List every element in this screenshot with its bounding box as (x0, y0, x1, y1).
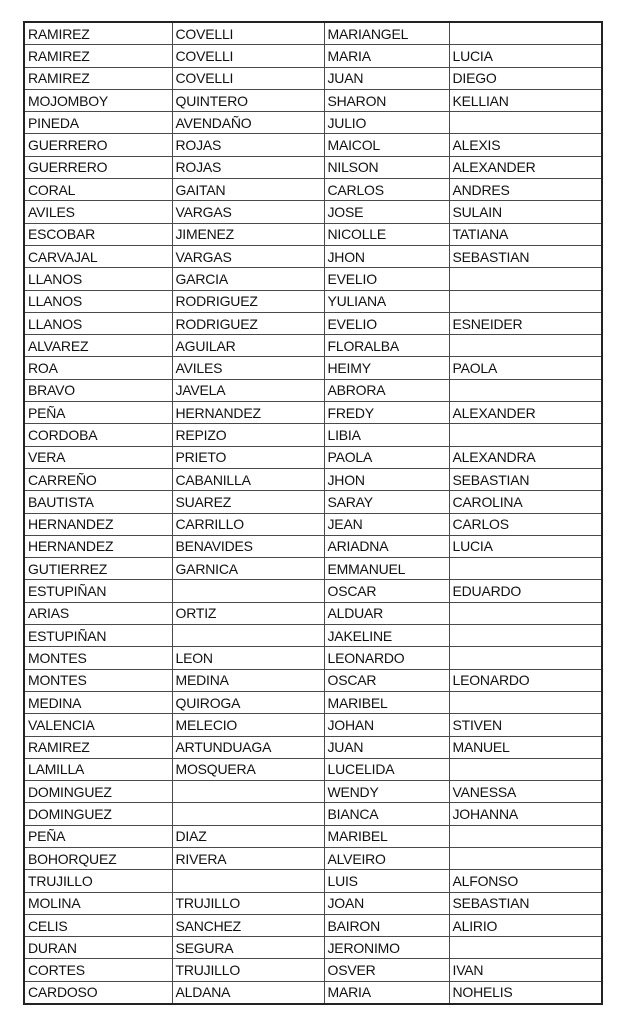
second-name-cell: VANESSA (449, 781, 602, 803)
table-row (24, 179, 602, 201)
table-row (24, 201, 602, 223)
table-row (24, 491, 602, 513)
first-name-cell: HEIMY (324, 357, 449, 379)
second-surname-cell: CARRILLO (172, 513, 324, 535)
second-name-cell: KELLIAN (449, 89, 602, 111)
table-row (24, 290, 602, 312)
first-name-cell: OSCAR (324, 580, 449, 602)
second-name-cell: SEBASTIAN (449, 245, 602, 267)
second-surname-cell: JIMENEZ (172, 223, 324, 245)
table-row (24, 245, 602, 267)
second-name-cell (449, 625, 602, 647)
second-name-cell (449, 558, 602, 580)
table-row (24, 959, 602, 981)
table-row (24, 870, 602, 892)
first-name-cell: EVELIO (324, 312, 449, 334)
first-name-cell: OSCAR (324, 669, 449, 691)
second-surname-cell: VARGAS (172, 245, 324, 267)
second-surname-cell: GAITAN (172, 179, 324, 201)
second-surname-cell: PRIETO (172, 446, 324, 468)
second-surname-cell: AVILES (172, 357, 324, 379)
second-surname-cell: GARCIA (172, 268, 324, 290)
second-name-cell: SULAIN (449, 201, 602, 223)
second-surname-cell: ROJAS (172, 134, 324, 156)
first-surname-cell: DOMINGUEZ (24, 803, 172, 825)
first-surname-cell: ESTUPIÑAN (24, 625, 172, 647)
first-name-cell: LUIS (324, 870, 449, 892)
second-name-cell: ESNEIDER (449, 312, 602, 334)
second-name-cell (449, 937, 602, 959)
first-surname-cell: VERA (24, 446, 172, 468)
second-name-cell: ALEXANDER (449, 156, 602, 178)
first-name-cell: OSVER (324, 959, 449, 981)
first-name-cell: BAIRON (324, 914, 449, 936)
first-surname-cell: ESTUPIÑAN (24, 580, 172, 602)
first-name-cell: CARLOS (324, 179, 449, 201)
second-surname-cell: JAVELA (172, 379, 324, 401)
table-row (24, 691, 602, 713)
second-name-cell: LEONARDO (449, 669, 602, 691)
second-surname-cell: QUINTERO (172, 89, 324, 111)
first-surname-cell: LLANOS (24, 290, 172, 312)
first-surname-cell: VALENCIA (24, 714, 172, 736)
table-row (24, 558, 602, 580)
second-surname-cell: COVELLI (172, 22, 324, 45)
table-row (24, 625, 602, 647)
first-name-cell: JAKELINE (324, 625, 449, 647)
second-name-cell: JOHANNA (449, 803, 602, 825)
second-name-cell (449, 268, 602, 290)
table-row (24, 22, 602, 45)
first-name-cell: MARIBEL (324, 691, 449, 713)
second-surname-cell: TRUJILLO (172, 959, 324, 981)
second-name-cell (449, 335, 602, 357)
second-surname-cell: RODRIGUEZ (172, 290, 324, 312)
second-name-cell: CAROLINA (449, 491, 602, 513)
second-surname-cell: MEDINA (172, 669, 324, 691)
second-name-cell: TATIANA (449, 223, 602, 245)
first-surname-cell: CORAL (24, 179, 172, 201)
first-name-cell: NICOLLE (324, 223, 449, 245)
first-surname-cell: RAMIREZ (24, 67, 172, 89)
first-surname-cell: GUTIERREZ (24, 558, 172, 580)
second-name-cell: IVAN (449, 959, 602, 981)
second-surname-cell: TRUJILLO (172, 892, 324, 914)
first-name-cell: ARIADNA (324, 535, 449, 557)
table-row (24, 402, 602, 424)
first-name-cell: WENDY (324, 781, 449, 803)
second-surname-cell: COVELLI (172, 67, 324, 89)
second-surname-cell: GARNICA (172, 558, 324, 580)
second-name-cell: NOHELIS (449, 981, 602, 1004)
first-surname-cell: RAMIREZ (24, 736, 172, 758)
second-surname-cell (172, 803, 324, 825)
table-row (24, 669, 602, 691)
second-surname-cell: RIVERA (172, 847, 324, 869)
first-name-cell: NILSON (324, 156, 449, 178)
first-name-cell: JHON (324, 245, 449, 267)
table-row (24, 758, 602, 780)
first-name-cell: YULIANA (324, 290, 449, 312)
second-surname-cell (172, 781, 324, 803)
second-name-cell (449, 691, 602, 713)
second-surname-cell (172, 870, 324, 892)
second-name-cell: EDUARDO (449, 580, 602, 602)
second-surname-cell: ROJAS (172, 156, 324, 178)
table-row (24, 781, 602, 803)
first-name-cell: FLORALBA (324, 335, 449, 357)
first-name-cell: ABRORA (324, 379, 449, 401)
second-surname-cell: ARTUNDUAGA (172, 736, 324, 758)
table-row (24, 580, 602, 602)
first-surname-cell: TRUJILLO (24, 870, 172, 892)
table-row (24, 914, 602, 936)
first-name-cell: ALVEIRO (324, 847, 449, 869)
first-surname-cell: LLANOS (24, 268, 172, 290)
first-surname-cell: PEÑA (24, 402, 172, 424)
first-surname-cell: ROA (24, 357, 172, 379)
second-name-cell: STIVEN (449, 714, 602, 736)
second-surname-cell: SUAREZ (172, 491, 324, 513)
first-name-cell: MARIA (324, 45, 449, 67)
table-row (24, 424, 602, 446)
second-name-cell: MANUEL (449, 736, 602, 758)
first-surname-cell: HERNANDEZ (24, 535, 172, 557)
first-name-cell: EVELIO (324, 268, 449, 290)
second-name-cell: ALIRIO (449, 914, 602, 936)
first-surname-cell: CARREÑO (24, 468, 172, 490)
first-name-cell: EMMANUEL (324, 558, 449, 580)
second-surname-cell (172, 580, 324, 602)
first-surname-cell: RAMIREZ (24, 22, 172, 45)
second-name-cell: SEBASTIAN (449, 892, 602, 914)
second-name-cell (449, 602, 602, 624)
first-surname-cell: MONTES (24, 647, 172, 669)
second-name-cell (449, 112, 602, 134)
second-name-cell: ALFONSO (449, 870, 602, 892)
second-surname-cell: ORTIZ (172, 602, 324, 624)
first-surname-cell: CORDOBA (24, 424, 172, 446)
table-row (24, 268, 602, 290)
first-name-cell: LUCELIDA (324, 758, 449, 780)
second-name-cell: ALEXANDER (449, 402, 602, 424)
second-surname-cell: BENAVIDES (172, 535, 324, 557)
first-surname-cell: MOJOMBOY (24, 89, 172, 111)
table-row (24, 981, 602, 1004)
second-surname-cell: MELECIO (172, 714, 324, 736)
first-surname-cell: LAMILLA (24, 758, 172, 780)
first-surname-cell: DURAN (24, 937, 172, 959)
first-surname-cell: MONTES (24, 669, 172, 691)
second-name-cell (449, 647, 602, 669)
table-row (24, 825, 602, 847)
first-surname-cell: ARIAS (24, 602, 172, 624)
second-name-cell: LUCIA (449, 45, 602, 67)
first-surname-cell: ESCOBAR (24, 223, 172, 245)
second-surname-cell: MOSQUERA (172, 758, 324, 780)
names-table-body (24, 22, 602, 1004)
first-surname-cell: BRAVO (24, 379, 172, 401)
first-name-cell: MARIA (324, 981, 449, 1004)
first-name-cell: BIANCA (324, 803, 449, 825)
second-surname-cell: DIAZ (172, 825, 324, 847)
table-row (24, 714, 602, 736)
second-name-cell (449, 847, 602, 869)
second-surname-cell: SEGURA (172, 937, 324, 959)
second-name-cell: LUCIA (449, 535, 602, 557)
second-surname-cell: SANCHEZ (172, 914, 324, 936)
second-name-cell (449, 424, 602, 446)
first-name-cell: LEONARDO (324, 647, 449, 669)
second-name-cell (449, 758, 602, 780)
second-surname-cell: AGUILAR (172, 335, 324, 357)
first-name-cell: MAICOL (324, 134, 449, 156)
table-row (24, 112, 602, 134)
first-name-cell: SHARON (324, 89, 449, 111)
first-surname-cell: MOLINA (24, 892, 172, 914)
names-sheet (23, 21, 603, 1005)
second-surname-cell: ALDANA (172, 981, 324, 1004)
first-name-cell: SARAY (324, 491, 449, 513)
first-name-cell: MARIANGEL (324, 22, 449, 45)
first-name-cell: JUAN (324, 67, 449, 89)
first-name-cell: JUAN (324, 736, 449, 758)
second-name-cell: ANDRES (449, 179, 602, 201)
second-surname-cell: COVELLI (172, 45, 324, 67)
first-name-cell: FREDY (324, 402, 449, 424)
first-name-cell: MARIBEL (324, 825, 449, 847)
first-surname-cell: RAMIREZ (24, 45, 172, 67)
second-surname-cell: REPIZO (172, 424, 324, 446)
second-name-cell (449, 825, 602, 847)
table-row (24, 312, 602, 334)
first-surname-cell: PINEDA (24, 112, 172, 134)
table-row (24, 156, 602, 178)
table-row (24, 379, 602, 401)
first-surname-cell: LLANOS (24, 312, 172, 334)
first-surname-cell: CARDOSO (24, 981, 172, 1004)
first-name-cell: JULIO (324, 112, 449, 134)
table-row (24, 736, 602, 758)
table-row (24, 335, 602, 357)
first-surname-cell: BOHORQUEZ (24, 847, 172, 869)
first-surname-cell: GUERRERO (24, 156, 172, 178)
first-surname-cell: BAUTISTA (24, 491, 172, 513)
second-name-cell: SEBASTIAN (449, 468, 602, 490)
first-name-cell: LIBIA (324, 424, 449, 446)
table-row (24, 847, 602, 869)
first-name-cell: JOAN (324, 892, 449, 914)
second-surname-cell: RODRIGUEZ (172, 312, 324, 334)
first-name-cell: PAOLA (324, 446, 449, 468)
first-name-cell: JOHAN (324, 714, 449, 736)
first-surname-cell: DOMINGUEZ (24, 781, 172, 803)
table-row (24, 223, 602, 245)
second-name-cell: PAOLA (449, 357, 602, 379)
second-surname-cell: QUIROGA (172, 691, 324, 713)
first-name-cell: JHON (324, 468, 449, 490)
second-surname-cell: HERNANDEZ (172, 402, 324, 424)
table-row (24, 67, 602, 89)
table-row (24, 513, 602, 535)
first-surname-cell: CELIS (24, 914, 172, 936)
first-surname-cell: AVILES (24, 201, 172, 223)
second-name-cell (449, 379, 602, 401)
table-row (24, 535, 602, 557)
first-name-cell: JERONIMO (324, 937, 449, 959)
second-name-cell: CARLOS (449, 513, 602, 535)
names-table (23, 21, 603, 1005)
table-row (24, 647, 602, 669)
second-name-cell (449, 22, 602, 45)
first-name-cell: JOSE (324, 201, 449, 223)
first-surname-cell: GUERRERO (24, 134, 172, 156)
table-row (24, 803, 602, 825)
table-row (24, 45, 602, 67)
second-name-cell: DIEGO (449, 67, 602, 89)
table-row (24, 468, 602, 490)
second-name-cell (449, 290, 602, 312)
first-surname-cell: CORTES (24, 959, 172, 981)
second-surname-cell: LEON (172, 647, 324, 669)
first-surname-cell: PEÑA (24, 825, 172, 847)
second-surname-cell (172, 625, 324, 647)
second-surname-cell: VARGAS (172, 201, 324, 223)
second-surname-cell: AVENDAÑO (172, 112, 324, 134)
table-row (24, 357, 602, 379)
first-surname-cell: ALVAREZ (24, 335, 172, 357)
first-surname-cell: MEDINA (24, 691, 172, 713)
table-row (24, 89, 602, 111)
first-name-cell: ALDUAR (324, 602, 449, 624)
first-surname-cell: HERNANDEZ (24, 513, 172, 535)
second-name-cell: ALEXIS (449, 134, 602, 156)
table-row (24, 602, 602, 624)
table-row (24, 446, 602, 468)
first-name-cell: JEAN (324, 513, 449, 535)
second-name-cell: ALEXANDRA (449, 446, 602, 468)
table-row (24, 134, 602, 156)
second-surname-cell: CABANILLA (172, 468, 324, 490)
first-surname-cell: CARVAJAL (24, 245, 172, 267)
table-row (24, 892, 602, 914)
table-row (24, 937, 602, 959)
